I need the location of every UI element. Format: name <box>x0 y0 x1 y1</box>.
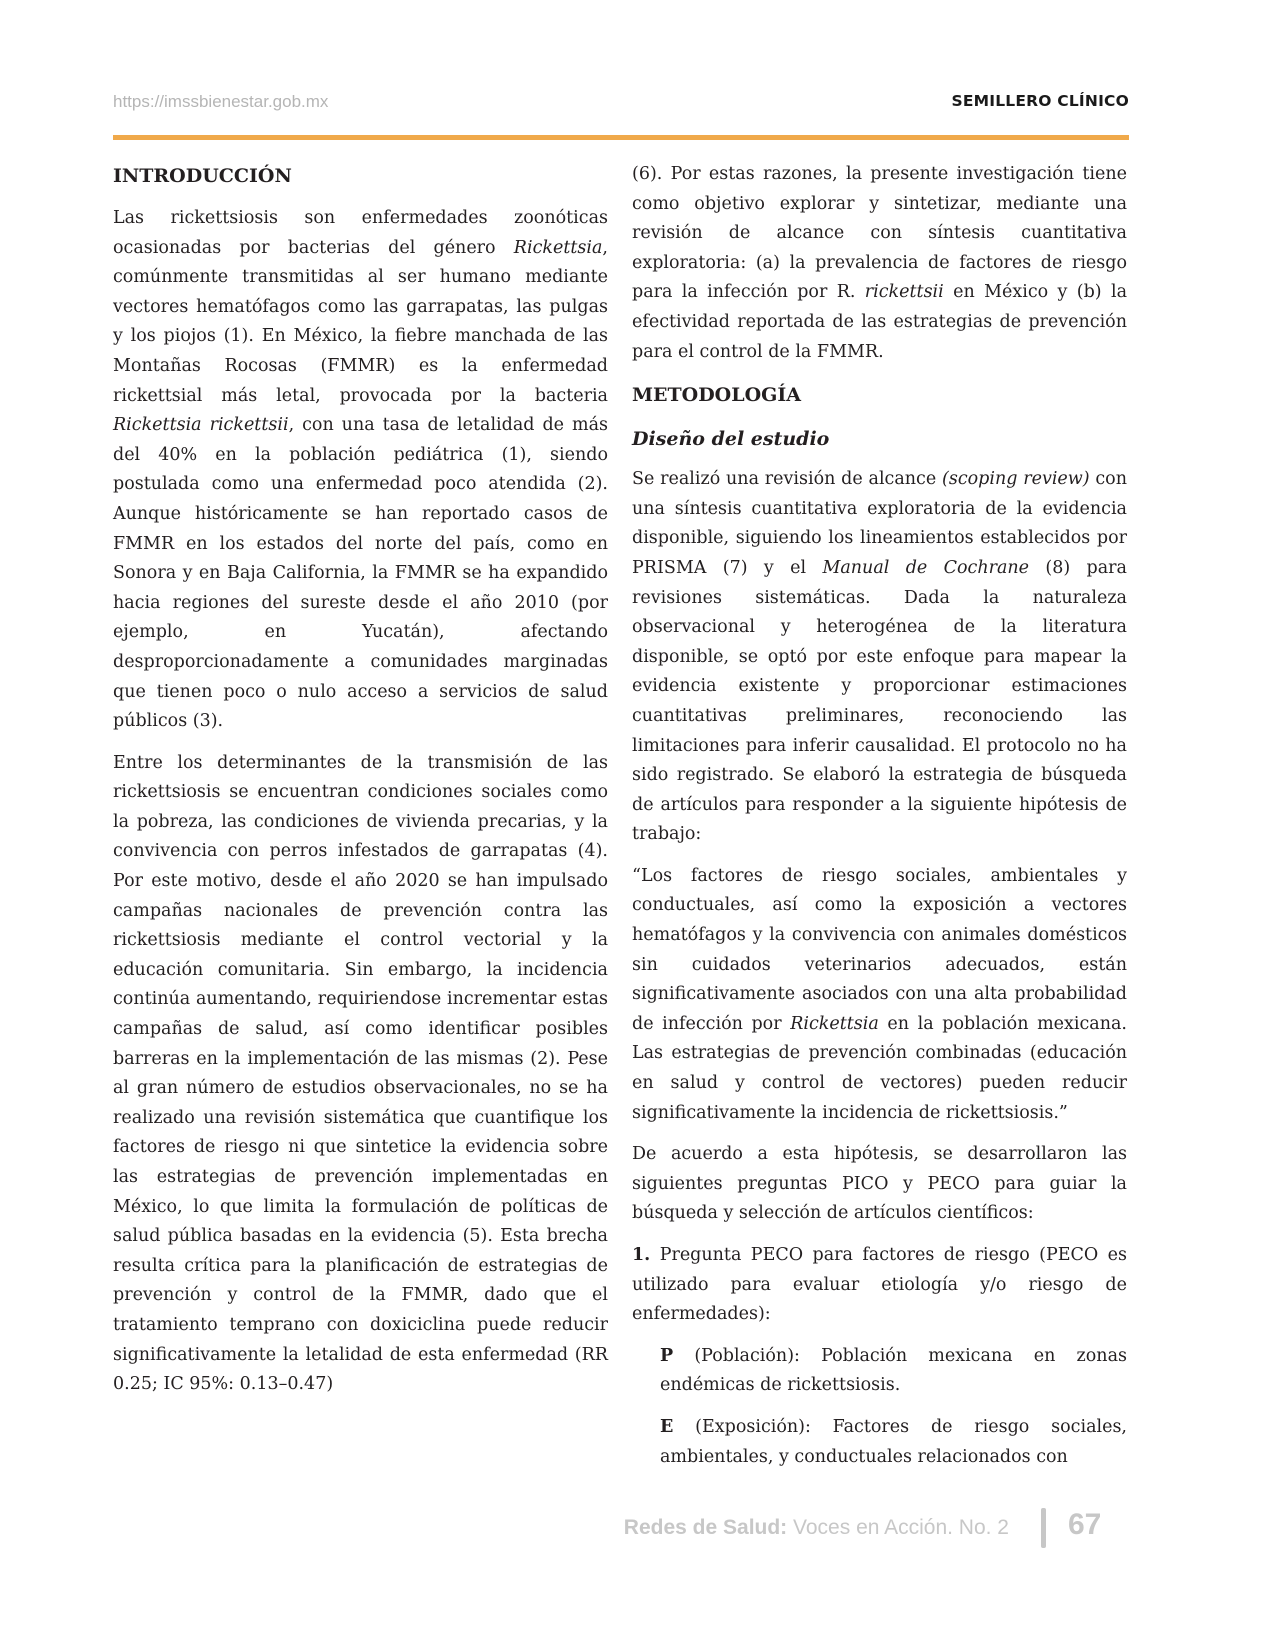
header-divider <box>113 135 1129 140</box>
list-number: 1. <box>632 1245 651 1265</box>
journal-title <box>624 1516 1009 1540</box>
text-run: Pregunta PECO para factores de riesgo (PECO es utilizado para evaluar etiología y/o riesgo de enfermedades): <box>632 1245 1127 1325</box>
pico-intro-paragraph: De acuerdo a esta hipótesis, se desarrollaron las siguientes preguntas PICO y PECO para guiar la búsqueda y selección de artículos científicos: <box>632 1144 1127 1224</box>
peco-letter: E <box>660 1416 674 1437</box>
left-column <box>113 160 608 1412</box>
journal-issue: Voces en Acción. No. 2 <box>787 1516 1009 1539</box>
text-run: (Población): Población mexicana en zonas endémicas de rickettsiosis. <box>660 1345 1127 1396</box>
peco-letter: P <box>660 1345 674 1366</box>
numbered-list-item-1 <box>632 1241 1127 1330</box>
header-url-link[interactable]: https://imssbienestar.gob.mx <box>113 92 329 111</box>
text-run: (6). Por estas razones, la presente investigación tiene como objetivo explorar y sintetizar, mediante una revisión de alcance con síntesis cuantitativa exploratoria: (a) la prevalencia de factores de riesgo para la infección por R. <box>632 164 1127 303</box>
intro-paragraph-2: Entre los determinantes de la transmisión de las rickettsiosis se encuentran condiciones sociales como la pobreza, las condiciones de vivienda precarias, y la convivencia con perros infestados de garrapatas (4). Por este motivo, desde el año 2020 se han impulsado campañas nacionales de prevención contra las rickettsiosis mediante el control vectorial y la educación comunitaria. Sin embargo, la incidencia continúa aumentando, requiriendose incrementar estas campañas de salud, así como identificar posibles barreras en la implementación de las mismas (2). Pese al gran número de estudios observacionales, no se ha realizado una revisión sistemática que cuantifique los factores de riesgo ni que sintetice la evidencia sobre las estrategias de prevención implementadas en México, lo que limita la formulación de políticas de salud pública basadas en la evidencia (5). Esta brecha resulta crítica para la planificación de estrategias de prevención y control de la FMMR, dado que el tratamiento temprano con doxiciclina puede reducir significativamente la letalidad de esta enfermedad (RR 0.25; IC 95%: 0.13–0.47) <box>113 752 608 1395</box>
text-run: (Exposición): Factores de riesgo sociales, ambientales, y conductuales relacionados con <box>660 1416 1127 1467</box>
text-run: , comúnmente transmitidas al ser humano mediante vectores hematófagos como las garrapatas, las pulgas y los piojos (1). En México, la fiebre manchada de las Montañas Rocosas (FMMR) es la enfermedad rickettsial más letal, provocada por la bacteria <box>113 237 608 406</box>
text-run: “Los factores de riesgo sociales, ambientales y conductuales, así como la exposición a vectores hematófagos y la convivencia con animales domésticos sin cuidados veterinarios adecuados, están significativamente asociados con una alta probabilidad de infección por <box>632 865 1127 1034</box>
text-run: en la población mexicana. Las estrategias de prevención combinadas (educación en salud y control de vectores) pueden reducir significativamente la incidencia de rickettsiosis.” <box>632 1013 1127 1123</box>
design-paragraph <box>632 465 1127 850</box>
text-run: en México y (b) la efectividad reportada de las estrategias de prevención para el control de la FMMR. <box>632 282 1127 362</box>
text-run: Las rickettsiosis son enfermedades zoonóticas ocasionadas por bacterias del género <box>113 208 608 258</box>
peco-population-item <box>632 1342 1127 1401</box>
methodology-heading: METODOLOGÍA <box>632 384 801 407</box>
text-run: Se realizó una revisión de alcance <box>632 469 943 490</box>
footer-divider <box>1041 1508 1046 1548</box>
italic-term: Rickettsia rickettsii <box>113 415 289 436</box>
intro-paragraph-continued <box>632 160 1127 367</box>
journal-name-bold: Redes de Salud: <box>623 1516 788 1539</box>
introduction-heading: INTRODUCCIÓN <box>113 165 292 187</box>
page-footer <box>0 1508 1275 1558</box>
text-run: (8) para revisiones sistemáticas. Dada la naturaleza observacional y heterogénea de la literatura disponible, se optó por este enfoque para mapear la evidencia existente y proporcionar estimaciones cuantitativas preliminares, reconociendo las limitaciones para inferir causalidad. El protocolo no ha sido registrado. Se elaboró la estrategia de búsqueda de artículos para responder a la siguiente hipótesis de trabajo: <box>632 557 1127 845</box>
italic-term: (scoping review) <box>942 469 1090 490</box>
study-design-subheading: Diseño del estudio <box>632 428 830 451</box>
text-run: con una síntesis cuantitativa exploratoria de la evidencia disponible, siguiendo los lineamientos establecidos por PRISMA (7) y el <box>632 469 1127 578</box>
italic-term: Rickettsia <box>513 237 603 258</box>
italic-term: Manual de Cochrane <box>822 557 1030 578</box>
page-number: 67 <box>1068 1508 1102 1541</box>
right-column <box>632 160 1127 1484</box>
intro-paragraph-1 <box>113 204 608 737</box>
peco-exposure-item <box>632 1413 1127 1472</box>
hypothesis-paragraph <box>632 862 1127 1128</box>
section-label: SEMILLERO CLÍNICO <box>951 92 1129 110</box>
italic-term: Rickettsia <box>790 1013 879 1034</box>
text-run: , con una tasa de letalidad de más del 40% en la población pediátrica (1), siendo postulada como una enfermedad poco atendida (2). Aunque históricamente se han reportado casos de FMMR en los estados del norte del país, como en Sonora y en Baja California, la FMMR se ha expandido hacia regiones del sureste desde el año 2010 (por ejemplo, en Yucatán), afectando desproporcionadamente a comunidades marginadas que tienen poco o nulo acceso a servicios de salud públicos (3). <box>113 415 609 732</box>
italic-term: rickettsii <box>864 282 944 303</box>
